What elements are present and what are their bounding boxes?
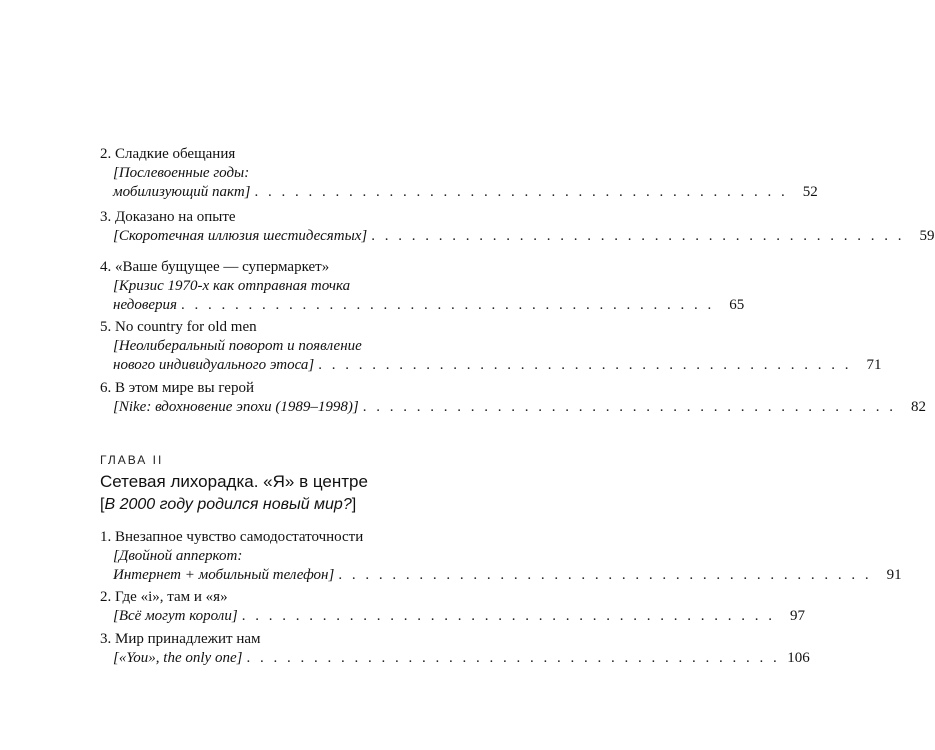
page-number: 71 [866,357,882,373]
page-number: 91 [886,567,902,583]
entry-subtitle-line: [Скоротечная иллюзия шестидесятых] [113,228,368,244]
dot-leader: . . . . . . . . . . . . . . . . . . . . . . . . . . . . . . . . . . . . . . . . [241,608,775,624]
toc-entry[interactable] [100,528,902,585]
dot-leader: . . . . . . . . . . . . . . . . . . . . . . . . . . . . . . . . . . . . . . . . [180,297,715,313]
entry-title: 3. Доказано на опыте [100,209,236,225]
toc-entry[interactable] [100,379,926,417]
entry-subtitle-line: недоверия [113,297,177,313]
entry-title: 2. Где «i», там и «я» [100,589,228,605]
entry-subtitle-line: [Двойной апперкот: [113,548,243,564]
entry-subtitle-line: [«You», the only one] [113,650,243,666]
toc-entry[interactable] [100,145,818,202]
entry-subtitle [100,607,805,626]
entry-title: 3. Мир принадлежит нам [100,631,261,647]
entry-subtitle-line: [Неолиберальный поворот и появление [113,338,362,354]
dot-leader: . . . . . . . . . . . . . . . . . . . . . . . . . . . . . . . . . . . . . . . . [318,357,852,373]
entry-subtitle-line: мобилизующий пакт] [113,184,251,200]
page-number: 52 [802,184,818,200]
toc-entry[interactable] [100,318,882,375]
entry-subtitle-line: [Послевоенные годы: [113,165,250,181]
entry-title: 6. В этом мире вы герой [100,380,254,396]
entry-subtitle [100,277,745,315]
entry-subtitle [100,547,902,585]
chapter-subtitle [100,496,356,514]
toc-entry[interactable] [100,588,805,626]
page-number: 59 [919,228,935,244]
entry-subtitle-line: нового индивидуального этоса] [113,357,315,373]
entry-title: 5. No country for old men [100,319,257,335]
entry-title: 1. Внезапное чувство самодостаточности [100,529,364,545]
entry-subtitle [100,337,882,375]
chapter-title[interactable]: Сетевая лихорадка. «Я» в центре [100,472,368,491]
entry-subtitle [100,649,810,668]
dot-leader: . . . . . . . . . . . . . . . . . . . . . . . . . . . . . . . . . . . . . . . . [371,228,905,244]
bracket-close: ] [351,496,357,513]
toc-entry[interactable] [100,208,935,246]
entry-subtitle [100,164,818,202]
page-number: 97 [789,608,805,624]
entry-title: 2. Сладкие обещания [100,146,236,162]
chapter-label: ГЛАВА II [100,453,164,467]
chapter-subtitle-text: В 2000 году родился новый мир? [104,496,352,513]
entry-subtitle [100,227,935,246]
dot-leader: . . . . . . . . . . . . . . . . . . . . . . . . . . . . . . . . . . . . . . . . [362,399,896,415]
dot-leader: . . . . . . . . . . . . . . . . . . . . . . . . . . . . . . . . . . . . . . . . [254,184,788,200]
dot-leader: . . . . . . . . . . . . . . . . . . . . . . . . . . . . . . . . . . . . . . . . [338,567,872,583]
page-number: 106 [787,650,810,666]
page-number: 82 [911,399,926,415]
entry-subtitle-line: Интернет + мобильный телефон] [113,567,335,583]
entry-subtitle-line: [Всё могут короли] [113,608,238,624]
entry-title: 4. «Ваше бущущее — супермаркет» [100,259,330,275]
bracket-open: [ [100,496,105,513]
entry-subtitle [100,398,926,417]
toc-entry[interactable] [100,630,810,668]
toc-entry[interactable] [100,258,745,315]
page-number: 65 [729,297,745,313]
entry-subtitle-line: [Кризис 1970-х как отправная точка [113,278,351,294]
entry-subtitle-line: [Nike: вдохновение эпохи (1989–1998)] [113,399,359,415]
dot-leader: . . . . . . . . . . . . . . . . . . . . . . . . . . . . . . . . . . . . . . . . [246,650,780,666]
